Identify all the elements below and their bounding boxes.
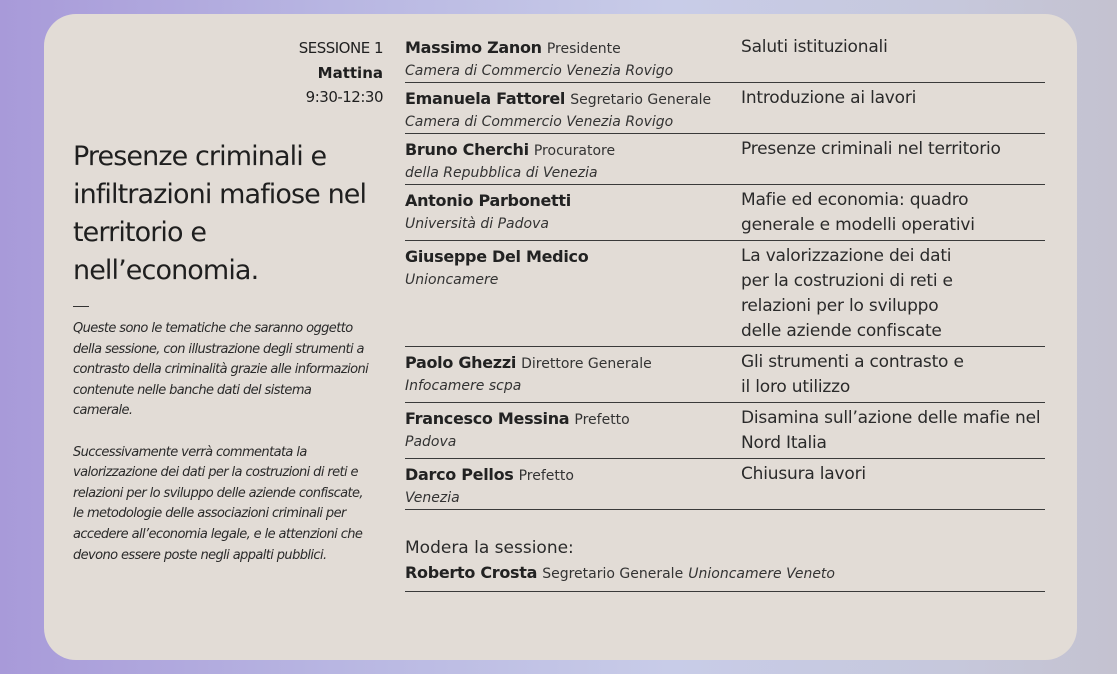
agenda-row xyxy=(405,83,1045,134)
agenda-topic: Mafie ed economia: quadro generale e modelli operativi xyxy=(741,190,975,235)
agenda-topic: Introduzione ai lavori xyxy=(741,88,917,108)
speaker-org: Infocamere scpa xyxy=(405,378,522,394)
agenda-row xyxy=(405,459,1045,510)
speaker-role: Presidente xyxy=(546,41,621,57)
moderator-label: Modera la sessione: xyxy=(405,538,574,558)
speaker-name: Darco Pellos xyxy=(405,465,514,484)
session-description xyxy=(73,319,373,587)
agenda-row xyxy=(405,185,1045,241)
speaker-org: Camera di Commercio Venezia Rovigo xyxy=(405,114,674,130)
speaker-name: Emanuela Fattorel xyxy=(405,89,566,108)
speaker xyxy=(405,88,735,133)
agenda-row xyxy=(405,403,1045,459)
moderator-row xyxy=(405,510,1045,592)
speaker-name: Bruno Cherchi xyxy=(405,140,529,159)
speaker-name: Giuseppe Del Medico xyxy=(405,247,589,266)
agenda-table xyxy=(405,32,1045,592)
session-label: SESSIONE 1 xyxy=(298,39,383,57)
speaker-role: Prefetto xyxy=(518,468,574,484)
moderator xyxy=(405,563,835,582)
program-card xyxy=(44,14,1077,660)
moderator-org: Unioncamere Veneto xyxy=(688,566,835,582)
session-hours: 9:30-12:30 xyxy=(305,88,383,106)
speaker-org: della Repubblica di Venezia xyxy=(405,165,598,181)
speaker-name: Paolo Ghezzi xyxy=(405,353,517,372)
divider-dash xyxy=(73,306,89,307)
speaker-name: Antonio Parbonetti xyxy=(405,191,571,210)
speaker-org: Università di Padova xyxy=(405,216,549,232)
speaker xyxy=(405,139,735,184)
agenda-topic: Disamina sull’azione delle mafie nel Nord Italia xyxy=(741,408,1041,453)
speaker-role: Segretario Generale xyxy=(570,92,712,108)
agenda-topic: Chiusura lavori xyxy=(741,464,866,484)
session-title: Presenze criminali e infiltrazioni mafiose nel territorio e nell’economia. xyxy=(73,141,367,286)
agenda-topic: La valorizzazione dei dati per la costruzioni di reti e relazioni per lo sviluppo delle aziende confiscate xyxy=(741,246,953,341)
speaker-org: Venezia xyxy=(405,490,460,506)
speaker-role: Prefetto xyxy=(574,412,630,428)
agenda-row xyxy=(405,347,1045,403)
agenda-topic: Presenze criminali nel territorio xyxy=(741,139,1001,159)
description-paragraph-2: Successivamente verrà commentata la valorizzazione dei dati per la costruzioni di reti e relazioni per lo sviluppo delle aziende confiscate, le metodologie delle associazioni criminali per accedere all’economia legale, e le attenzioni che devono essere poste negli appalti pubblici. xyxy=(73,444,363,563)
speaker-role: Direttore Generale xyxy=(521,356,652,372)
moderator-name: Roberto Crosta xyxy=(405,563,538,582)
speaker xyxy=(405,246,735,291)
speaker-org: Padova xyxy=(405,434,457,450)
speaker-role: Procuratore xyxy=(533,143,616,159)
moderator-role: Segretario Generale xyxy=(542,566,684,582)
speaker-org: Unioncamere xyxy=(405,272,499,288)
agenda-row xyxy=(405,32,1045,83)
agenda-topic: Gli strumenti a contrasto e il loro utilizzo xyxy=(741,352,964,397)
description-paragraph-1: Queste sono le tematiche che saranno oggetto della sessione, con illustrazione degli strumenti a contrasto della criminalità grazie alle informazioni contenute nelle banche dati del sistema camerale. xyxy=(73,321,369,419)
speaker-name: Massimo Zanon xyxy=(405,38,542,57)
session-time-of-day: Mattina xyxy=(317,64,383,82)
session-header xyxy=(226,37,383,109)
speaker-name: Francesco Messina xyxy=(405,409,570,428)
speaker xyxy=(405,190,735,235)
agenda-topic: Saluti istituzionali xyxy=(741,37,888,57)
agenda-row xyxy=(405,134,1045,185)
speaker xyxy=(405,408,735,453)
speaker xyxy=(405,464,735,509)
agenda-row xyxy=(405,241,1045,347)
speaker xyxy=(405,352,735,397)
speaker-org: Camera di Commercio Venezia Rovigo xyxy=(405,63,674,79)
speaker xyxy=(405,37,735,82)
